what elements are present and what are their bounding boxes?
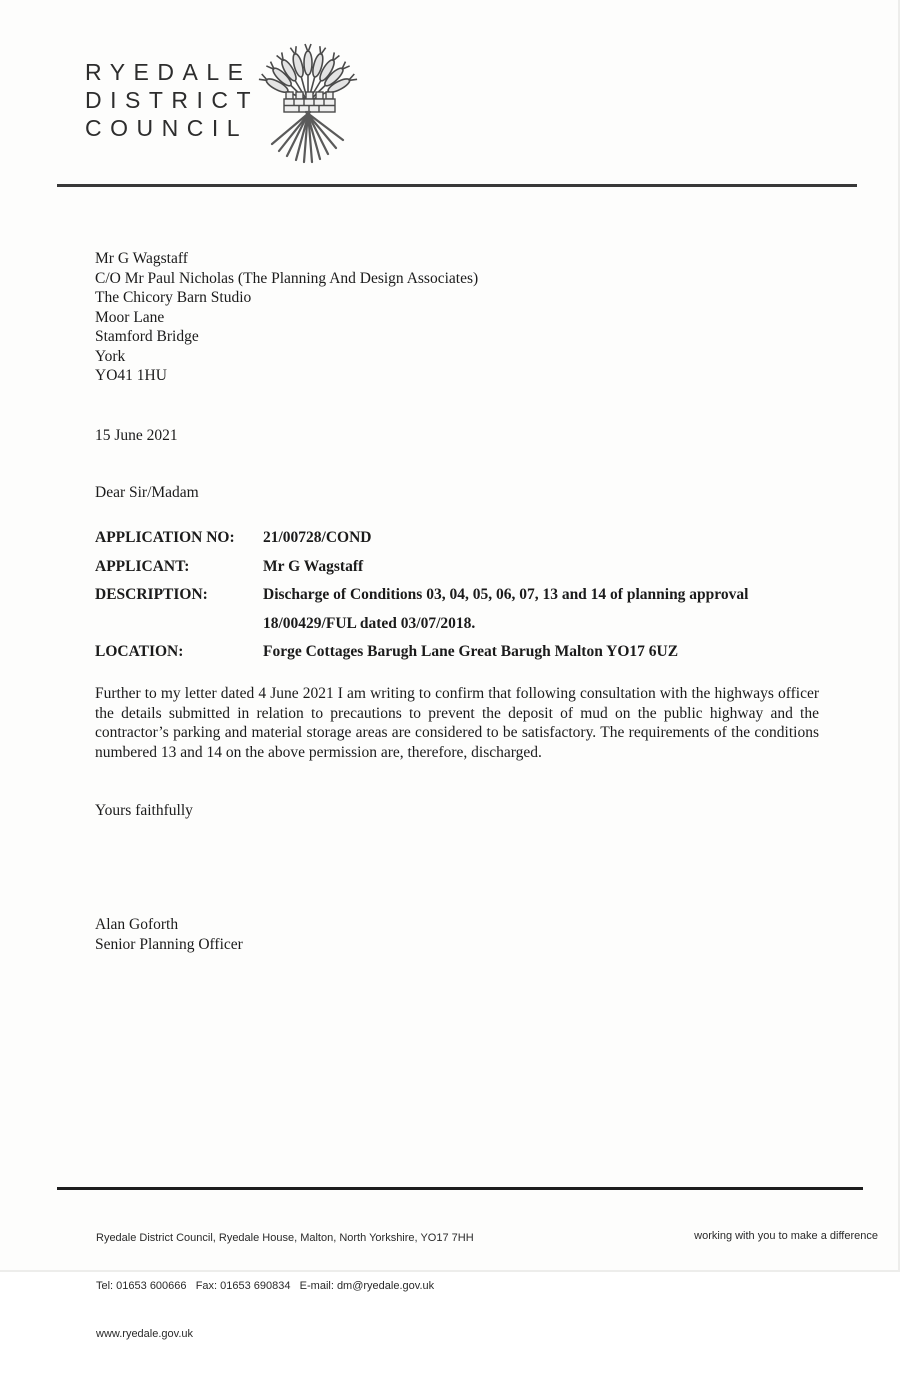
application-label: APPLICANT: (95, 557, 190, 575)
council-name-line: RYEDALE (85, 59, 252, 85)
recipient-line: YO41 1HU (95, 367, 167, 384)
council-name (85, 58, 259, 142)
application-label: LOCATION: (95, 643, 184, 660)
council-name-line: COUNCIL (85, 115, 249, 141)
salutation: Dear Sir/Madam (95, 484, 199, 501)
footer-contact: Tel: 01653 600666 Fax: 01653 690834 E-mail: dm@ryedale.gov.uk (96, 1280, 435, 1292)
wheat-sheaf-logo (250, 40, 368, 170)
application-details (95, 524, 821, 667)
application-value: Discharge of Conditions 03, 04, 05, 06, 07, 13 and 14 of planning approval 18/00429/FUL dated 03/07/2018. (263, 586, 749, 632)
recipient-line: Mr G Wagstaff (95, 250, 188, 267)
application-row (95, 524, 821, 553)
footer-tagline: working with you to make a difference (694, 1230, 878, 1242)
signatory-title: Senior Planning Officer (95, 935, 243, 953)
signatory-name: Alan Goforth (95, 916, 179, 933)
application-row (95, 638, 821, 667)
footer-divider (57, 1187, 863, 1190)
recipient-line: York (95, 347, 126, 365)
council-name-line: DISTRICT (85, 87, 260, 113)
signature-block (95, 915, 243, 954)
recipient-line: The Chicory Barn Studio (95, 289, 252, 306)
application-label: APPLICATION NO: (95, 529, 235, 546)
application-value: Mr G Wagstaff (263, 557, 364, 575)
application-value: 21/00728/COND (263, 529, 372, 546)
application-label: DESCRIPTION: (95, 586, 208, 603)
application-value: Forge Cottages Barugh Lane Great Barugh Malton YO17 6UZ (263, 643, 679, 660)
application-row (95, 553, 821, 582)
header-divider (57, 184, 857, 187)
closing: Yours faithfully (95, 802, 193, 819)
recipient-line: Moor Lane (95, 308, 165, 326)
footer-contact-block (96, 1198, 474, 1374)
body-paragraph: Further to my letter dated 4 June 2021 I am writing to confirm that following consultation with the highways officer the details submitted in relation to precautions to prevent the deposit of mud on the public highway and the contractor’s parking and material storage areas are considered to be satisfactory. The requirements of the conditions numbered 13 and 14 on the above permission are, therefore, discharged. (95, 685, 819, 761)
letter-date: 15 June 2021 (95, 427, 178, 444)
application-row (95, 581, 821, 638)
footer-address: Ryedale District Council, Ryedale House, Malton, North Yorkshire, YO17 7HH (96, 1232, 474, 1244)
footer-website: www.ryedale.gov.uk (96, 1328, 194, 1340)
recipient-line: C/O Mr Paul Nicholas (The Planning And Design Associates) (95, 269, 479, 287)
recipient-address (95, 249, 478, 386)
recipient-line: Stamford Bridge (95, 328, 199, 345)
